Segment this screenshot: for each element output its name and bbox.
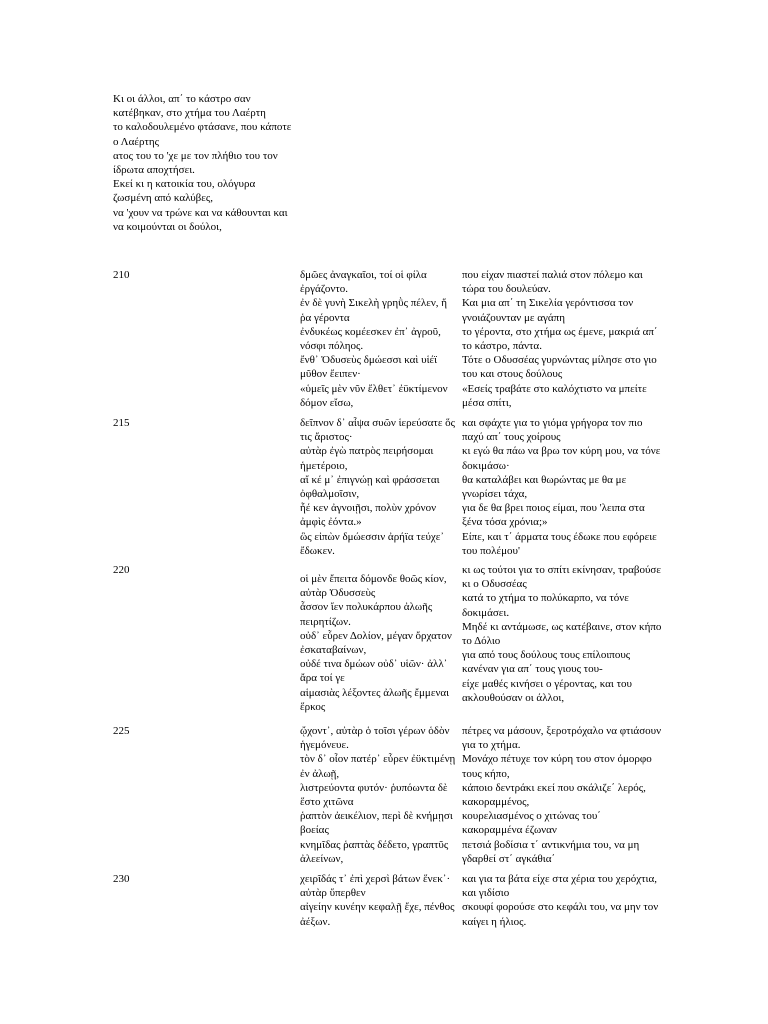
greek-verse: ἆσσον ἴεν πολυκάρπου ἀλωῆς πειρητίζων. bbox=[300, 601, 433, 628]
line-number: 230 bbox=[113, 873, 130, 885]
translation-verse: για δε θα βρει ποιος είμαι, που 'λειπα στα ξένα τόσα χρόνια;» bbox=[462, 502, 645, 529]
greek-verse: ῥαπτὸν ἀεικέλιον, περὶ δὲ κνήμῃσι βοείας bbox=[300, 810, 453, 837]
intro-line: Εκεί κι η κατοικία του, ολόγυρα ζωσμένη από καλύβες, bbox=[113, 178, 256, 205]
translation-verse: είχε μαθές κινήσει ο γέροντας, και του ακλουθούσαν οι άλλοι, bbox=[462, 677, 632, 704]
greek-verse: «ὑμεῖς μὲν νῦν ἔλθετ᾽ ἐϋκτίμενον δόμον εἴσω, bbox=[300, 382, 448, 409]
intro-paragraph bbox=[113, 92, 293, 234]
translation-verse: Μηδέ κι αντάμωσε, ως κατέβαινε, στον κήπο το Δόλιο bbox=[462, 620, 662, 648]
greek-verse: αἰγείην κυνέην κεφαλῇ ἔχε, πένθος ἀέξων. bbox=[300, 901, 455, 928]
translation-verse: το γέροντα, στο χτήμα ως έμενε, μακριά απ΄ το κάστρο, πάντα. bbox=[462, 325, 658, 353]
translation-verse: θα καταλάβει και θωρώντας με θα με γνωρίσει τάχα, bbox=[462, 473, 627, 501]
translation-verse: κατά το χτήμα το πολύκαρπο, να τόνε δοκιμάσει. bbox=[462, 592, 629, 619]
intro-line: το καλοδουλεμένο φτάσανε, που κάποτε ο Λαέρτης bbox=[113, 121, 292, 148]
greek-verse: δμῶες ἀναγκαῖοι, τοί οἱ φίλα ἐργάζοντο. bbox=[300, 269, 427, 296]
translation-text bbox=[462, 872, 662, 929]
translation-verse: και σφάχτε για το γιόμα γρήγορα τον πιο παχύ απ΄ τους χοίρους bbox=[462, 417, 643, 444]
translation-verse: «Εσείς τραβάτε στο καλόχτιστο να μπείτε μέσα σπίτι, bbox=[462, 382, 647, 409]
line-number: 210 bbox=[113, 269, 130, 281]
translation-verse: κουρελιασμένος ο χιτώνας του΄ κακοραμμένα έζωναν bbox=[462, 810, 601, 837]
greek-verse: οὐδ᾽ εὗρεν Δολίον, μέγαν ὄρχατον ἐσκαταβαίνων, bbox=[300, 629, 452, 657]
greek-verse: ἦέ κεν ἀγνοιῇσι, πολὺν χρόνον ἀμφὶς ἐόντα.» bbox=[300, 502, 437, 529]
greek-verse: δεῖπνον δ᾽ αἶψα συῶν ἱερεύσατε ὅς τις ἄριστος· bbox=[300, 417, 456, 444]
translation-verse: κάποιο δεντράκι εκεί που σκάλιζε΄ λερός, κακοραμμένος, bbox=[462, 781, 646, 809]
translation-verse: και για τα βάτα είχε στα χέρια του χερόχτια, και γιδίσιο bbox=[462, 873, 658, 900]
line-number: 215 bbox=[113, 417, 130, 429]
line-number: 220 bbox=[113, 564, 130, 576]
translation-verse: Τότε ο Οδυσσέας γυρνώντας μίλησε στο γιο του και στους δούλους bbox=[462, 354, 657, 381]
translation-text bbox=[462, 563, 662, 705]
translation-verse: Μονάχο πέτυχε τον κύρη του στον όμορφο τους κήπο, bbox=[462, 753, 652, 780]
greek-verse: ἐν δὲ γυνὴ Σικελὴ γρηῢς πέλεν, ἥ ῥα γέροντα bbox=[300, 297, 448, 324]
translation-verse: πετσιά βοδίσια τ΄ αντικνήμια του, να μη γδαρθεί στ΄ αγκάθια΄ bbox=[462, 838, 640, 865]
translation-text bbox=[462, 724, 662, 866]
greek-verse: ὣς εἰπὼν δμώεσσιν ἀρήϊα τεύχε᾽ ἔδωκεν. bbox=[300, 530, 445, 557]
greek-verse: τὸν δ᾽ οἶον πατέρ᾽ εὗρεν ἐϋκτιμένῃ ἐν ἀλωῇ, bbox=[300, 753, 456, 780]
translation-text bbox=[462, 268, 662, 410]
intro-line: Κι οι άλλοι, απ΄ το κάστρο σαν κατέβηκαν, στο χτήμα του Λαέρτη bbox=[113, 93, 266, 120]
intro-line: ατος του το 'χε με τον πλήθιο του τον ίδρωτα αποχτήσει. bbox=[113, 149, 278, 177]
line-number: 225 bbox=[113, 725, 130, 737]
greek-verse: λιστρεύοντα φυτόν· ῥυπόωντα δὲ ἕστο χιτῶνα bbox=[300, 781, 448, 809]
translation-verse: για από τους δούλους τους επίλοιπους κανέναν για απ΄ τους γιους του- bbox=[462, 649, 631, 676]
translation-verse: Είπε, και τ΄ άρματα τους έδωκε που εφόρειε του πολέμου' bbox=[462, 530, 657, 557]
translation-verse: σκουφί φορούσε στο κεφάλι του, να μην τον καίγει η ήλιος. bbox=[462, 901, 659, 928]
translation-verse: που είχαν πιαστεί παλιά στον πόλεμο και τώρα του δουλεύαν. bbox=[462, 269, 643, 296]
translation-verse: πέτρες να μάσουν, ξεροτρόχαλο να φτιάσουν για το χτήμα. bbox=[462, 725, 662, 752]
greek-text bbox=[300, 872, 460, 929]
greek-verse: ᾤχοντ᾽, αὐτὰρ ὁ τοῖσι γέρων ὁδὸν ἡγεμόνευε. bbox=[300, 725, 450, 752]
greek-verse: αὐτὰρ ἐγὼ πατρὸς πειρήσομαι ἡμετέροιο, bbox=[300, 445, 434, 472]
greek-text bbox=[300, 268, 460, 410]
greek-verse: οἱ μὲν ἔπειτα δόμονδε θοῶς κίον, αὐτὰρ Ὀδυσσεὺς bbox=[300, 573, 447, 600]
greek-text bbox=[300, 724, 460, 866]
greek-verse: κνημῖδας ῥαπτὰς δέδετο, γραπτῦς ἀλεείνων, bbox=[300, 838, 449, 865]
greek-text bbox=[300, 572, 460, 714]
translation-verse: κι εγώ θα πάω να βρω τον κύρη μου, να τόνε δοκιμάσω· bbox=[462, 445, 661, 472]
intro-line: να 'χουν να τρώνε και να κάθουνται και να κοιμούνται οι δούλοι, bbox=[113, 206, 288, 233]
greek-verse: ἐνδυκέως κομέεσκεν ἐπ᾽ ἀγροῦ, νόσφι πόληος. bbox=[300, 325, 441, 353]
greek-verse: αἱμασιὰς λέξοντες ἀλωῆς ἔμμεναι ἕρκος bbox=[300, 686, 450, 713]
translation-verse: κι ως τούτοι για το σπίτι εκίνησαν, τραβούσε κι ο Οδυσσέας bbox=[462, 564, 661, 591]
greek-verse: οὐδέ τινα δμώων οὐδ᾽ υἱῶν· ἀλλ᾽ ἄρα τοί γε bbox=[300, 658, 448, 685]
greek-verse: χειρῖδάς τ᾽ ἐπὶ χερσὶ βάτων ἕνεκ᾽· αὐτὰρ ὕπερθεν bbox=[300, 873, 451, 900]
greek-text bbox=[300, 416, 460, 558]
translation-verse: Και μια απ΄ τη Σικελία γερόντισσα τον γνοιάζουνταν με αγάπη bbox=[462, 297, 634, 324]
greek-verse: ἔνθ᾽ Ὀδυσεὺς δμώεσσι καὶ υἱέϊ μῦθον ἔειπεν· bbox=[300, 354, 438, 381]
greek-verse: αἴ κέ μ᾽ ἐπιγνώῃ καὶ φράσσεται ὀφθαλμοῖσιν, bbox=[300, 473, 440, 501]
translation-text bbox=[462, 416, 662, 558]
